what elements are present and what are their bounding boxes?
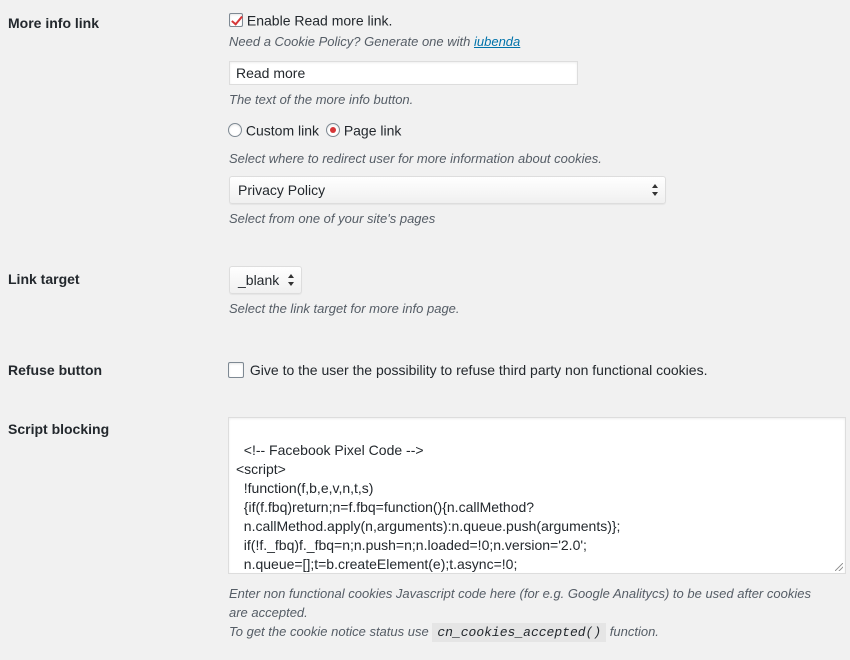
refuse-checkbox[interactable]: [228, 362, 244, 378]
custom-link-label: Custom link: [245, 122, 320, 139]
iubenda-link[interactable]: iubenda: [473, 34, 521, 49]
refuse-checkbox-text: Give to the user the possibility to refuse third party non functional cookies.: [249, 362, 708, 379]
select-arrows-icon: [652, 184, 659, 196]
button-text-desc: The text of the more info button.: [229, 92, 414, 107]
cookie-status-prefix: To get the cookie notice status use: [229, 624, 433, 639]
custom-link-radio[interactable]: [228, 123, 242, 137]
cookie-status-suffix: function.: [606, 624, 659, 639]
link-target-select[interactable]: [229, 266, 302, 294]
link-target-value: _blank: [238, 272, 280, 288]
cookie-policy-hint: [229, 34, 520, 49]
enable-read-more-text: Enable Read more link.: [246, 12, 393, 29]
select-arrows-icon: [288, 274, 295, 286]
script-desc-line1: Enter non functional cookies Javascript code here (for e.g. Google Analitycs) to be used after cookies: [229, 586, 811, 601]
enable-read-more-option[interactable]: [229, 11, 392, 28]
refuse-button-label: Refuse button: [8, 362, 103, 378]
more-info-button-text-input[interactable]: Read more: [229, 61, 578, 85]
link-type-radio-group: [228, 121, 401, 138]
link-target-label: Link target: [8, 271, 80, 287]
more-info-link-label: More info link: [8, 15, 99, 31]
link-target-desc: Select the link target for more info page.: [229, 301, 460, 316]
cookie-status-function: cn_cookies_accepted(): [432, 623, 606, 642]
redirect-desc: Select where to redirect user for more information about cookies.: [229, 151, 602, 166]
script-blocking-label: Script blocking: [8, 421, 110, 437]
refuse-option[interactable]: [228, 361, 707, 378]
script-desc-line2: are accepted.: [229, 605, 308, 620]
script-code: <!-- Facebook Pixel Code --> <script> !function(f,b,e,v,n,t,s) {if(f.fbq)return;n=f.fbq=function(){n.callMethod? n.callMethod.apply(n,arguments):n.queue.push(arguments)}; if(!f._fbq)f._fbq=n;n.push=n;n.loaded=!0;n.version='2.0'; n.queue=[];t=b.createElement(e);t.async=!0;: [236, 442, 621, 572]
page-link-radio[interactable]: [326, 123, 340, 137]
resize-grip-icon[interactable]: [835, 563, 843, 571]
page-select-desc: Select from one of your site's pages: [229, 211, 436, 226]
enable-read-more-checkbox[interactable]: [229, 13, 243, 27]
page-select[interactable]: [229, 176, 666, 204]
page-link-label: Page link: [343, 122, 402, 139]
page-select-value: Privacy Policy: [238, 182, 326, 198]
cookie-status-hint: [229, 624, 659, 640]
script-blocking-textarea[interactable]: [228, 417, 846, 574]
cookie-policy-hint-text: Need a Cookie Policy? Generate one with: [229, 34, 474, 49]
